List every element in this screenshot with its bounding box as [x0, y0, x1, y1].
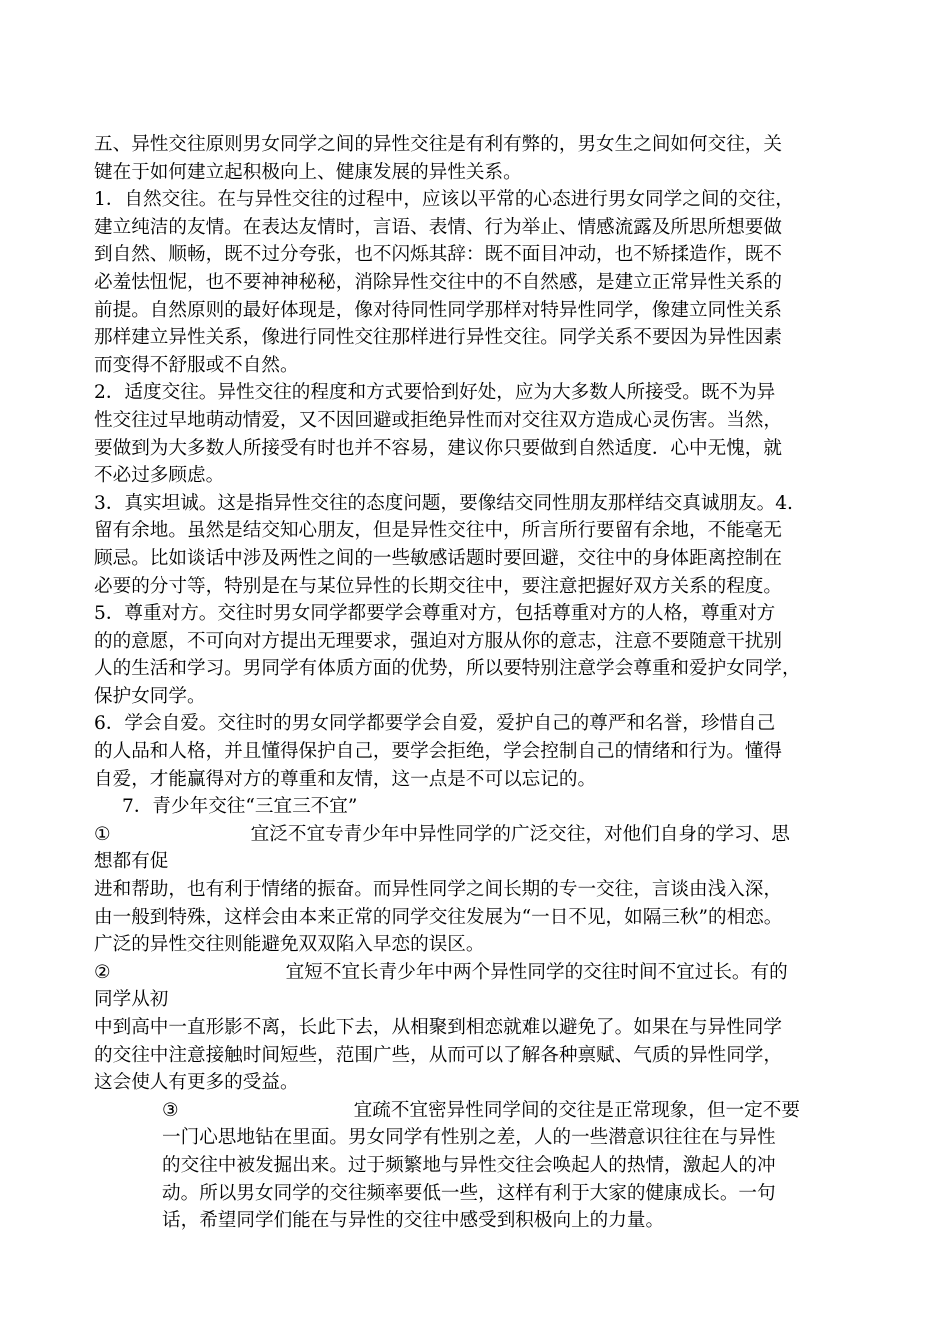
text-line: 由一般到特殊，这样会由本来正常的同学交往发展为“一日不见，如隔三秋”的相恋。 — [94, 906, 783, 928]
sub-item-1 — [94, 821, 872, 959]
item-1-natural — [94, 186, 872, 379]
text-line: 2．适度交往。异性交往的程度和方式要恰到好处，应为大多数人所接受。既不为异 — [94, 382, 776, 404]
text-line: 性交往过早地萌动情爱，又不因回避或拒绝异性而对交往双方造成心灵伤害。当然， — [94, 409, 782, 431]
text-line: 一门心思地钻在里面。男女同学有性别之差，人的一些潜意识往往在与异性 — [162, 1127, 776, 1149]
text-line: 3．真实坦诚。这是指异性交往的态度问题，要像结交同性朋友那样结交真诚朋友。4. — [94, 492, 793, 514]
text-line: 这会使人有更多的受益。 — [94, 1072, 299, 1094]
text-line: 同学从初 — [94, 989, 169, 1011]
text-line: 那样建立异性关系，像进行同性交往那样进行异性交往。同学关系不要因为异性因素 — [94, 327, 782, 349]
text-line: 1．自然交往。在与异性交往的过程中，应该以平常的心态进行男女同学之间的交往， — [94, 189, 794, 211]
text-line: 必要的分寸等，特别是在与某位异性的长期交往中，要注意把握好双方关系的程度。 — [94, 575, 782, 597]
text-line: 要做到为大多数人所接受有时也并不容易，建议你只要做到自然适度．心中无愧，就 — [94, 437, 782, 459]
text-line: 人的生活和学习。男同学有体质方面的优势，所以要特别注意学会尊重和爱护女同学， — [94, 658, 801, 680]
text-line: 话，希望同学们能在与异性的交往中感受到积极向上的力量。 — [162, 1210, 665, 1232]
text-line: 到自然、顺畅，既不过分夸张，也不闪烁其辞：既不面目冲动，也不矫揉造作，既不 — [94, 244, 782, 266]
sub-item-2-first-line — [94, 959, 872, 987]
text-line: 宜泛不宜专青少年中异性同学的广泛交往，对他们自身的学习、思 — [250, 823, 790, 845]
text-line: 动。所以男女同学的交往频率要低一些，这样有利于大家的健康成长。一句 — [162, 1182, 776, 1204]
text-line: 中到高中一直形影不离，长此下去，从相聚到相恋就难以避免了。如果在与异性同学 — [94, 1017, 782, 1038]
item-6-self-love — [94, 710, 872, 793]
text-line: 顾忌。比如谈话中涉及两性之间的一些敏感话题时要回避，交往中的身体距离控制在 — [94, 547, 782, 569]
text-line: 保护女同学。 — [94, 685, 206, 707]
text-line: 广泛的异性交往则能避免双双陷入早恋的误区。 — [94, 934, 485, 956]
text-line: 而变得不舒服或不自然。 — [94, 354, 299, 376]
item-2-moderate — [94, 379, 872, 489]
text-line: 留有余地。虽然是结交知心朋友，但是异性交往中，所言所行要留有余地，不能毫无 — [94, 520, 782, 542]
text-line: 6．学会自爱。交往时的男女同学都要学会自爱，爱护自己的尊严和名誉，珍惜自己 — [94, 713, 776, 735]
circled-number-2: ② — [94, 961, 111, 983]
text-line: 五、异性交往原则男女同学之间的异性交往是有利有弊的，男女生之间如何交往，关 — [94, 134, 782, 155]
text-line: 自爱，才能赢得对方的尊重和友情，这一点是不可以忘记的。 — [94, 768, 597, 790]
text-line: 宜短不宜长青少年中两个异性同学的交往时间不宜过长。有的 — [285, 961, 788, 983]
text-line: 前提。自然原则的最好体现是，像对待同性同学那样对特异性同学，像建立同性关系 — [94, 299, 782, 321]
text-line: 进和帮助，也有利于情绪的振奋。而异性同学之间长期的专一交往，言谈由浅入深， — [94, 879, 782, 901]
text-line: 键在于如何建立起积极向上、健康发展的异性关系。 — [94, 161, 522, 183]
text-line: 5．尊重对方。交往时男女同学都要学会尊重对方，包括尊重对方的人格，尊重对方 — [94, 603, 776, 625]
text-line: 的交往中被发掘出来。过于频繁地与异性交往会唤起人的热情，激起人的冲 — [162, 1154, 776, 1176]
text-line: 不必过多顾虑。 — [94, 465, 225, 487]
sub-item-2 — [94, 959, 872, 1097]
text-line: 宜疏不宜密异性同学间的交往是正常现象，但一定不要 — [353, 1099, 800, 1121]
item-3-4-sincere-reserve — [94, 490, 872, 600]
text-line: 的的意愿，不可向对方提出无理要求，强迫对方服从你的意志，注意不要随意干扰别 — [94, 630, 782, 652]
circled-number-3: ③ — [162, 1099, 179, 1121]
sub-item-3-first-line — [162, 1097, 872, 1125]
text-line: 建立纯洁的友情。在表达友情时，言语、表情、行为举止、情感流露及所思所想要做 — [94, 216, 782, 238]
sub-item-1-first-line — [94, 821, 872, 849]
text-line: 必羞怯忸怩，也不要神神秘秘，消除异性交往中的不自然感，是建立正常异性关系的 — [94, 271, 782, 293]
section-five-intro — [94, 131, 872, 186]
item-7-heading: 7．青少年交往“三宜三不宜” — [122, 796, 358, 818]
text-line: 的人品和人格，并且懂得保护自己，要学会拒绝，学会控制自己的情绪和行为。懂得 — [94, 741, 782, 763]
text-line: 想都有促 — [94, 851, 169, 873]
sub-item-3 — [94, 1097, 872, 1235]
circled-number-1: ① — [94, 823, 111, 845]
item-5-respect — [94, 600, 872, 710]
text-line: 的交往中注意接触时间短些，范围广些，从而可以了解各种禀赋、气质的异性同学， — [94, 1044, 782, 1066]
